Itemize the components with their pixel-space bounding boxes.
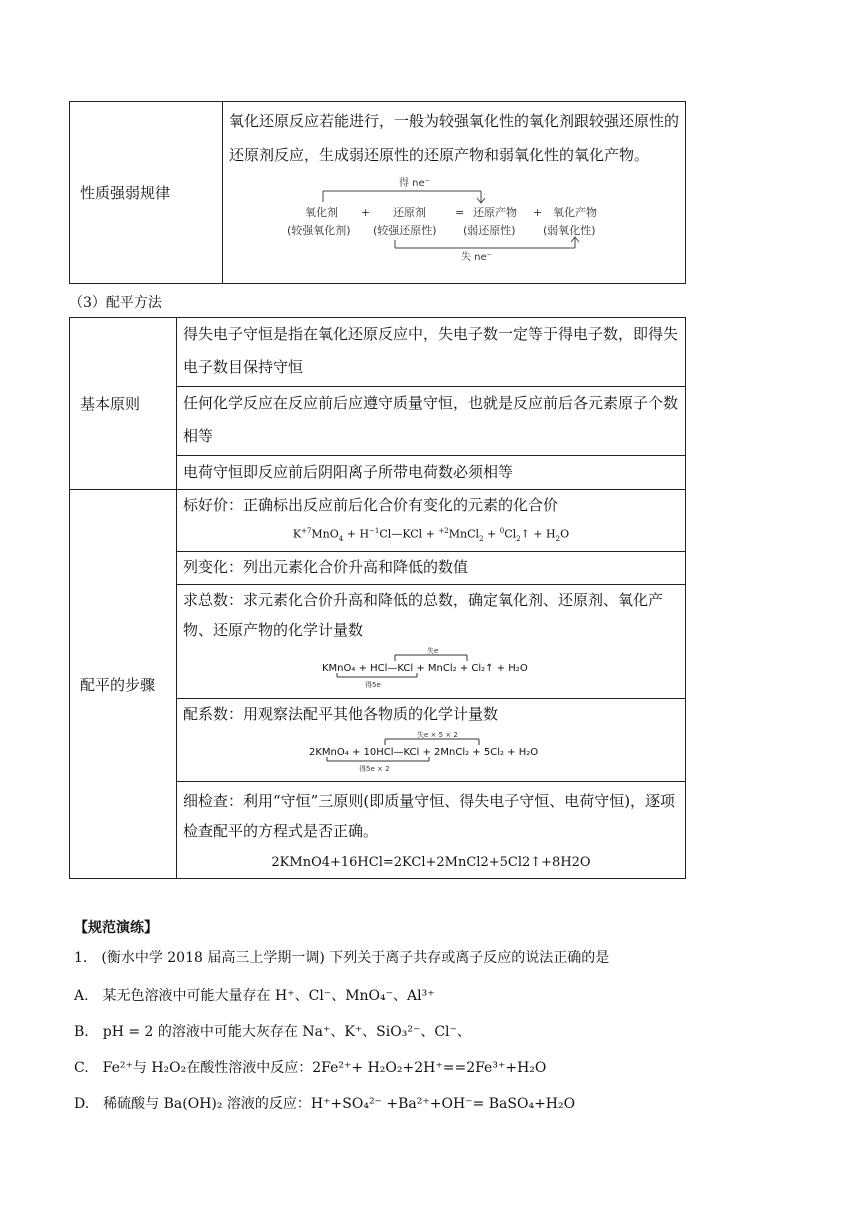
practice-title: 【规范演练】 xyxy=(74,920,158,936)
oxidant-desc: (较强氧化剂) xyxy=(287,224,351,237)
step-1-equation: $K^{+7}MnO_4$ + $H^{-1}Cl—KCl$ + $^{+2}$MnCl$_2$ + $^0Cl_2↑ + H_2O$ xyxy=(292,527,570,543)
option-c: C. Fe²⁺与 H₂O₂在酸性溶液中反应：2Fe²⁺+ H₂O₂+2H⁺==2Fe³⁺+H₂O xyxy=(74,1060,547,1076)
reduction-product-name: 还原产物 xyxy=(473,206,517,219)
step-5-text: 细检查：利用“守恒”三原则(即质量守恒、得失电子守恒、电荷守恒)，逐项检查配平的方程式是否正确。 xyxy=(183,792,676,840)
rule-content xyxy=(223,102,686,284)
option-d: D. 稀硫酸与 Ba(OH)₂ 溶液的反应：H⁺+SO₄²⁻ +Ba²⁺+OH⁻= BaSO₄+H₂O xyxy=(74,1096,576,1112)
balancing-table xyxy=(69,317,686,879)
step-4-text: 配系数：用观察法配平其他各物质的化学计量数 xyxy=(183,705,499,723)
oxidant-name: 氧化剂 xyxy=(305,206,338,219)
step-4-equation xyxy=(177,729,685,779)
rule-label: 性质强弱规律 xyxy=(70,102,223,284)
step-2-text: 列变化：列出元素化合价升高和降低的数值 xyxy=(177,552,686,585)
section-3-title: （3）配平方法 xyxy=(69,295,162,311)
electron-conservation: 得失电子守恒是指在氧化还原反应中，失电子数一定等于得电子数，即得失电子数目保持守恒 xyxy=(177,318,686,387)
step-3-cell xyxy=(177,585,686,699)
step-1-text: 标好价：正确标出反应前后化合价有变化的元素的化合价 xyxy=(183,496,559,514)
step-4-cell xyxy=(177,699,686,782)
redox-diagram xyxy=(223,172,685,262)
basic-principles-label: 基本原则 xyxy=(70,318,177,490)
question-1: 1. (衡水中学 2018 届高三上学期一调) 下列关于离子共存或离子反应的说法正确的是 xyxy=(74,950,610,966)
step-3-equation xyxy=(177,645,685,695)
final-equation: 2KMnO4+16HCl=2KCl+2MnCl2+5Cl2↑+8H2O xyxy=(271,855,591,870)
reductant-name: 还原剂 xyxy=(393,206,426,219)
reductant-desc: (较强还原性) xyxy=(373,224,437,237)
step-3-lose-label: 失e xyxy=(427,647,439,655)
mass-conservation: 任何化学反应在反应前后应遵守质量守恒，也就是反应前后各元素原子个数相等 xyxy=(177,387,686,456)
step-3-text: 求总数：求元素化合价升高和降低的总数，确定氧化剂、还原剂、氧化产物、还原产物的化学计量数 xyxy=(183,591,664,639)
step-5-cell xyxy=(177,782,686,879)
rule-text: 氧化还原反应若能进行，一般为较强氧化性的氧化剂跟较强还原性的还原剂反应，生成弱还原性的还原产物和弱氧化性的氧化产物。 xyxy=(229,112,680,164)
gain-label: 得 ne⁻ xyxy=(399,178,430,189)
reduction-product-desc: (弱还原性) xyxy=(463,224,516,237)
svg-text:KMnO₄ + HCl—KCl + MnCl₂ + Cl₂↑: KMnO₄ + HCl—KCl + MnCl₂ + Cl₂↑ + H₂O xyxy=(322,663,528,674)
step-4-gain-label: 得5e × 2 xyxy=(359,765,390,773)
oxidation-product-desc: (弱氧化性) xyxy=(543,224,596,237)
oxidation-product-name: 氧化产物 xyxy=(553,206,597,219)
svg-text:2KMnO₄ + 10HCl—KCl + 2MnCl₂ +: 2KMnO₄ + 10HCl—KCl + 2MnCl₂ + 5Cl₂ + H₂O xyxy=(309,747,539,758)
steps-label: 配平的步骤 xyxy=(70,490,177,879)
equals-sign: = xyxy=(455,206,465,219)
step-4-lose-label: 失e × 5 × 2 xyxy=(417,731,458,739)
plus-sign: + xyxy=(361,206,371,219)
option-b: B. pH = 2 的溶液中可能大灰存在 Na⁺、K⁺、SiO₃²⁻、Cl⁻、 xyxy=(74,1024,471,1040)
step-1-cell xyxy=(177,490,686,552)
loss-label: 失 ne⁻ xyxy=(461,252,492,262)
rule-table xyxy=(69,101,686,284)
plus-sign-2: + xyxy=(533,206,543,219)
option-a: A. 某无色溶液中可能大量存在 H⁺、Cl⁻、MnO₄⁻、Al³⁺ xyxy=(74,988,435,1004)
charge-conservation: 电荷守恒即反应前后阴阳离子所带电荷数必须相等 xyxy=(177,456,686,490)
step-3-gain-label: 得5e xyxy=(365,681,381,689)
